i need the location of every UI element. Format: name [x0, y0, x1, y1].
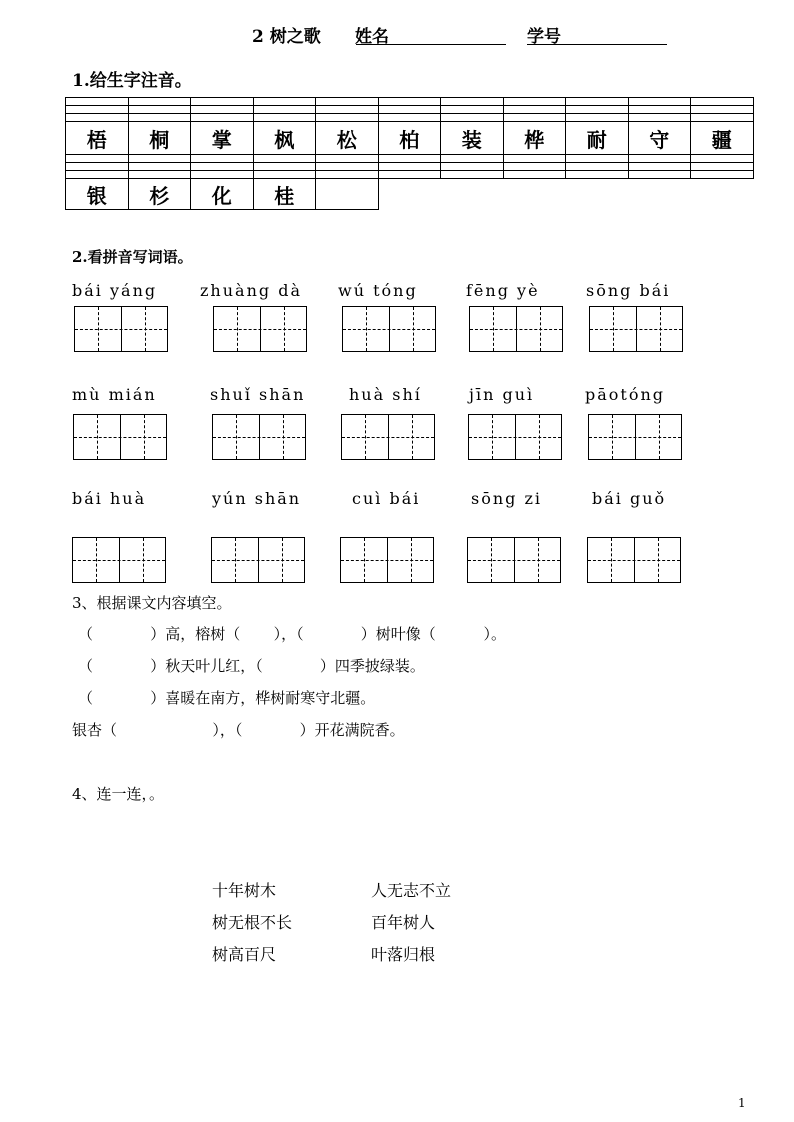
char-cell: 守 — [628, 122, 691, 155]
pinyin-prompt: bái yáng — [72, 281, 158, 300]
worksheet-header — [0, 22, 794, 46]
pinyin-prompt: bái guǒ — [592, 489, 667, 508]
char-cell: 桂 — [253, 179, 316, 210]
writing-box[interactable] — [588, 414, 682, 460]
pinyin-prompt: zhuàng dà — [200, 281, 302, 300]
char-cell: 银 — [66, 179, 129, 210]
name-label: 姓名 — [355, 27, 389, 47]
fill-blank-line[interactable]: 银杏（ ），（ ）开花满院香。 — [72, 721, 405, 739]
match-right-item[interactable]: 人无志不立 — [371, 881, 452, 900]
fill-blank-line[interactable]: （ ）喜暖在南方，桦树耐寒守北疆。 — [78, 689, 376, 707]
match-left-item[interactable]: 树高百尺 — [212, 945, 277, 964]
fill-blank-line[interactable]: （ ）秋天叶儿红，（ ）四季披绿装。 — [78, 657, 425, 675]
char-cell: 桐 — [128, 122, 191, 155]
section1-heading: 1.给生字注音。 — [72, 71, 192, 91]
char-cell: 柏 — [378, 122, 441, 155]
pinyin-prompt: wú tóng — [338, 281, 418, 300]
student-id-blank[interactable] — [527, 44, 667, 45]
pinyin-prompt: sōng bái — [586, 281, 671, 300]
section2-heading: 2.看拼音写词语。 — [72, 248, 193, 266]
pinyin-prompt: mù mián — [72, 385, 157, 404]
pinyin-prompt: bái huà — [72, 489, 147, 508]
writing-box[interactable] — [468, 414, 562, 460]
char-cell: 松 — [316, 122, 379, 155]
worksheet-title: 2 树之歌 — [252, 27, 321, 47]
fill-blank-line[interactable]: （ ）高，榕树（ ），（ ）树叶像（ ）。 — [78, 625, 506, 643]
match-left-item[interactable]: 树无根不长 — [212, 913, 293, 932]
writing-box[interactable] — [72, 537, 166, 583]
pinyin-prompt: jīn guì — [469, 385, 535, 404]
section4-heading: 4、连一连，。 — [72, 785, 165, 803]
pinyin-prompt: yún shān — [212, 489, 302, 508]
char-cell: 掌 — [191, 122, 254, 155]
writing-box[interactable] — [587, 537, 681, 583]
writing-box[interactable] — [211, 537, 305, 583]
pinyin-prompt: pāotóng — [585, 385, 666, 404]
section3-heading: 3、根据课文内容填空。 — [72, 594, 232, 612]
page-number: 1 — [738, 1096, 746, 1110]
char-cell: 疆 — [691, 122, 754, 155]
writing-box[interactable] — [469, 306, 563, 352]
char-cell: 枫 — [253, 122, 316, 155]
pinyin-prompt: sōng zi — [471, 489, 543, 508]
char-cell: 耐 — [566, 122, 629, 155]
char-cell: 杉 — [128, 179, 191, 210]
char-cell: 装 — [441, 122, 504, 155]
char-cell: 化 — [191, 179, 254, 210]
writing-box[interactable] — [342, 306, 436, 352]
student-id-label: 学号 — [527, 27, 561, 47]
match-right-item[interactable]: 叶落归根 — [371, 945, 436, 964]
char-cell: 桦 — [503, 122, 566, 155]
match-right-item[interactable]: 百年树人 — [371, 913, 436, 932]
char-cell — [316, 179, 379, 210]
writing-box[interactable] — [73, 414, 167, 460]
name-blank[interactable] — [356, 44, 506, 45]
writing-box[interactable] — [341, 414, 435, 460]
pinyin-prompt: shuǐ shān — [210, 385, 306, 404]
writing-box[interactable] — [467, 537, 561, 583]
writing-box[interactable] — [212, 414, 306, 460]
writing-box[interactable] — [589, 306, 683, 352]
char-cell: 梧 — [66, 122, 129, 155]
writing-box[interactable] — [74, 306, 168, 352]
writing-box[interactable] — [340, 537, 434, 583]
pinyin-prompt: huà shí — [349, 385, 422, 404]
writing-box[interactable] — [213, 306, 307, 352]
pinyin-grid-table-1 — [65, 97, 754, 210]
pinyin-prompt: fēng yè — [466, 281, 540, 300]
pinyin-prompt: cuì bái — [352, 489, 421, 508]
match-left-item[interactable]: 十年树木 — [212, 881, 277, 900]
